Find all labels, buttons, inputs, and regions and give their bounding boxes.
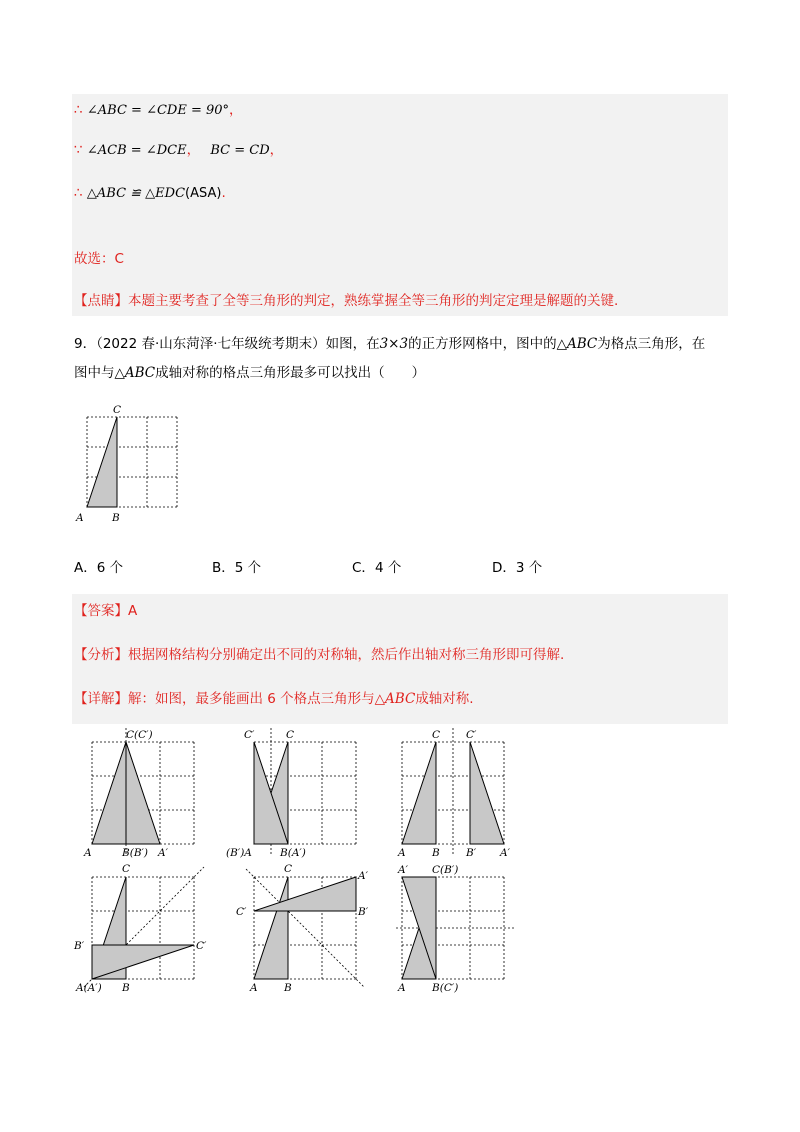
option-d[interactable]: D．3 个 (492, 560, 543, 576)
triangle-abc (87, 417, 117, 507)
p4-label-b2: B′ (74, 940, 85, 952)
p4-label-b: B (122, 982, 130, 994)
p1-label-c: C(C′) (126, 729, 153, 741)
p2-label-b2a: (B′)A (226, 847, 252, 859)
analysis-line: 【分析】根据网格结构分别确定出不同的对称轴，然后作出轴对称三角形即可得解. (74, 647, 565, 663)
p1-label-a2: A′ (158, 847, 168, 859)
p3-label-c2: C′ (466, 729, 477, 741)
p6-label-bc2: B(C′) (432, 982, 459, 994)
solution-line-2: ∵ ∠ACB = ∠DCE， BC = CD， (74, 142, 284, 158)
choice-line: 故选：C (74, 251, 124, 267)
solution-line-3: ∴ △ABC ≌ △EDC(ASA). (74, 185, 226, 201)
p5-label-b: B (284, 982, 292, 994)
comment-line: 【点睛】本题主要考查了全等三角形的判定，熟练掌握全等三角形的判定定理是解题的关键. (74, 293, 619, 309)
p3-label-b2: B′ (466, 847, 477, 859)
p3-label-c: C (432, 729, 441, 741)
p5-label-c2: C′ (236, 906, 247, 918)
p3-label-a: A (398, 847, 406, 859)
answer-line: 【答案】A (74, 603, 138, 619)
solution-box-prev (72, 94, 728, 316)
p1-label-a: A (84, 847, 92, 859)
p5-label-a: A (250, 982, 258, 994)
solution-figure (72, 724, 518, 996)
p4-label-c: C (122, 863, 131, 875)
p2-label-c: C (286, 729, 295, 741)
p3-label-a2: A′ (500, 847, 510, 859)
option-a[interactable]: A．6 个 (74, 560, 124, 576)
label-c: C (113, 404, 122, 416)
label-a: A (76, 512, 84, 524)
p6-label-a: A (398, 982, 406, 994)
p3-label-b: B (432, 847, 440, 859)
p2-label-ba2: B(A′) (280, 847, 306, 859)
p5-label-c: C (284, 863, 293, 875)
p6-label-a2: A′ (398, 864, 408, 876)
p6-label-cb2: C(B′) (432, 864, 459, 876)
p5-label-b2: B′ (358, 906, 369, 918)
solution-line-1: ∴ ∠ABC = ∠CDE = 90°， (74, 102, 243, 118)
label-b: B (112, 512, 120, 524)
p4-label-aa2: A(A′) (76, 982, 102, 994)
question-line-1: 9．（2022 春·山东菏泽·七年级统考期末）如图，在3×3的正方形网格中，图中的△ABC为格点三角形，在 (74, 336, 706, 352)
question-figure (72, 400, 187, 526)
detail-line: 【详解】解：如图，最多能画出 6 个格点三角形与△ABC成轴对称. (74, 691, 474, 707)
p1-label-b: B(B′) (122, 847, 149, 859)
p2-label-c2: C′ (244, 729, 255, 741)
p5-label-a2: A′ (358, 870, 368, 882)
p4-label-c2: C′ (196, 940, 207, 952)
question-line-2: 图中与△ABC成轴对称的格点三角形最多可以找出（ ） (74, 365, 426, 381)
option-b[interactable]: B．5 个 (212, 560, 262, 576)
option-c[interactable]: C．4 个 (352, 560, 402, 576)
